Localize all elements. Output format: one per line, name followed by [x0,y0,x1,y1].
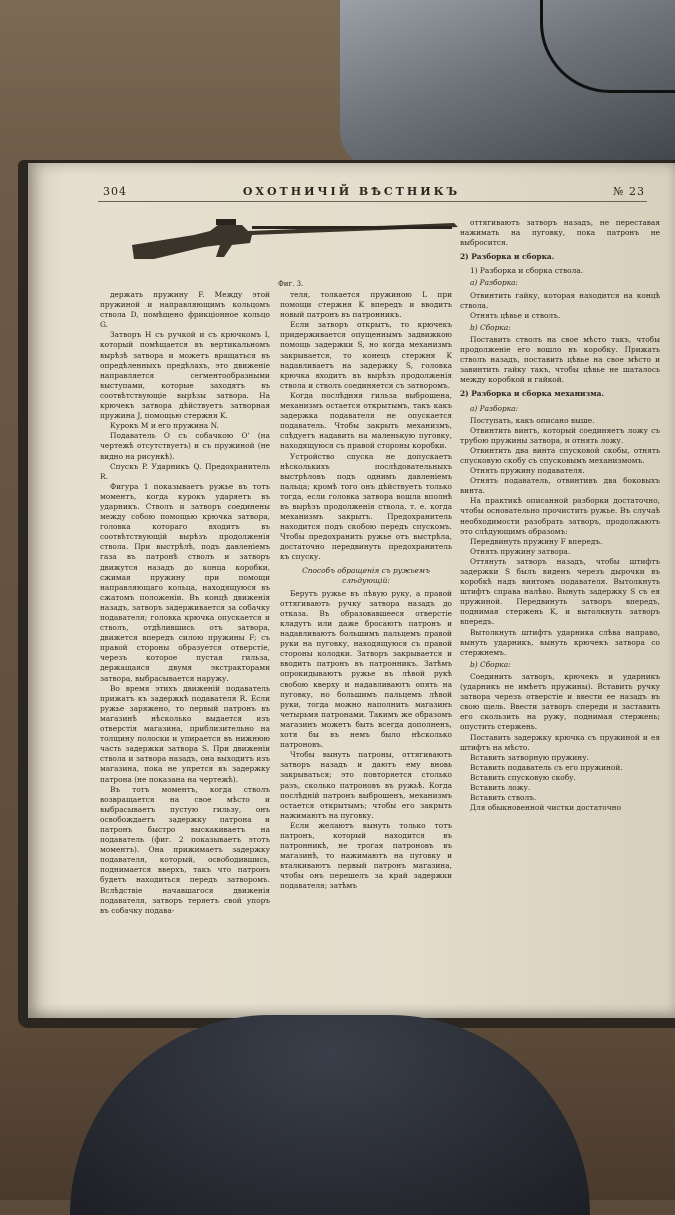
list-item: Отнять подаватель, отвинтивъ два боковыхъ винта. [460,476,660,496]
list-item: Вставить стволъ. [470,793,537,803]
list-item: Оттянуть затворъ назадъ, чтобы штифтъ задержки S былъ виденъ черезъ дырочки въ коробкѣ надъ винтомъ подавателя. Вытолкнуть штифтъ справа налѣво. Вынуть задержку S съ ея пружиной. Передвинуть затворъ впередъ, поднимая стержень K, и вытолкнуть затворъ впередъ. [460,556,660,627]
column-middle [280,290,452,1015]
paragraph: Если затворъ открытъ, то крючекъ придерживается опущеннымъ задвижкою помощь задержки S, но когда механизмъ закрывается, то конецъ стержня K надавливаетъ на задержку S, головка крючка входитъ въ вырѣзъ продолженія ствола и стволъ соединяется съ затворомъ. [280,320,452,390]
list-item: Вставить затворную пружину. [470,752,589,762]
paragraph: держать пружину F. Между этой пружиной и направляющимъ кольцомъ ствола D, помѣщено фрикціонное кольцо G. [100,290,270,330]
section-heading: 2) Разборка и сборка механизма. [460,389,604,399]
paragraph: оттягиваютъ затворъ назадъ, не переставая нажимать на пуговку, пока патронъ не выбросится. [460,218,660,248]
paragraph: Курокъ M и его пружина N. [110,421,219,431]
list-item: Отнять цѣвье и стволъ. [470,310,561,320]
list-item: На практикѣ описанной разборки достаточно, чтобы основательно прочистить ружье. Въ случаѣ необходимости разобрать затворъ, продолжаютъ это слѣдующимъ образомъ: [460,496,660,536]
book-page [28,163,675,1018]
paragraph: Затворъ H съ ручкой и съ крючкомъ I, который помѣщается въ вертикальномъ вырѣзѣ затвора и можетъ вращаться въ опредѣленныхъ предѣлахъ, это движеніе направляется сегментообразными выступами, которые заходятъ въ соотвѣтствующіе вырѣзы затвора. На крючекъ затвора дѣйствуетъ затворная пружина J, помощью стержня K. [100,330,270,421]
list-item: Поступать, какъ описано выше. [470,415,595,425]
subheading: b) Сборка: [470,659,511,669]
list-item: Отвинтить два винта спусковой скобы, отнять спусковую скобу съ спусковымъ механизмомъ. [460,445,660,465]
paragraph: Когда послѣдняя гильза выброшена, механизмъ остается открытымъ, такъ какъ задержка подавателя не опускается подаватель. Чтобы закрыть механизмъ, слѣдуетъ надавить на маленькую пуговку, находящуюся съ правой стороны коробки. [280,390,452,451]
list-item: Отнять пружину подавателя. [470,466,585,476]
list-item: 1) Разборка и сборка ствола. [470,266,584,276]
header-rule [98,201,647,202]
list-item: Соединить затворъ, крючекъ и ударникъ (ударникъ не имѣетъ пружины). Вставить ручку затвора черезъ отверстіе и ввести ее назадъ въ свою щель. Ввести затворъ спереди и заставить его скользить на ружу, поднимая стержень; опустить стержень. [460,671,660,732]
subheading: а) Разборка: [470,403,519,413]
paragraph: Берутъ ружье въ лѣвую руку, а правой оттягиваютъ ручку затвора назадъ до отказа. Въ образовавшееся отверстіе кладутъ или даже бросаютъ патронъ и надавливаютъ большимъ пальцемъ правой руки на пуговку, находящуюся съ правой стороны колодки. Затворъ закрывается и вводитъ патронъ въ патронникъ. Затѣмъ опрокидываютъ ружье въ лѣвой рукѣ свобою кверху и надавливаютъ опять на пуговку, но большимъ пальцемъ лѣвой руки, тогда можно наполнить магазинъ четырьмя патронами. Такимъ же образомъ магазинъ можетъ быть всегда дополненъ, хотя бы въ немъ было нѣсколько патроновъ. [280,588,452,750]
page-title: ОХОТНИЧІЙ ВѢСТНИКЪ [242,185,461,198]
paragraph: Спускъ P. Ударникъ Q. Предохранитель R. [100,461,270,481]
paragraph: Въ тотъ моментъ, когда стволъ возвращается на свое мѣсто и выбрасываетъ пустую гильзу, онъ освобождаетъ задержку патрона и патронъ быстро выскакиваетъ на подаватель (фиг. 2 показываетъ этотъ моментъ). Она прижимаетъ задержку подавателя, который, освободившись, поднимается вверхъ, такъ что патронъ будетъ находиться передъ затворомъ. Вслѣдствіе начавшагося движенія подавателя, затворъ теряетъ свой упоръ въ собачку подава- [100,784,270,915]
column-left [100,290,270,1015]
paragraph: Фигура 1 показываетъ ружье въ тотъ моментъ, когда курокъ ударяетъ въ ударникъ. Стволъ и затворъ соединены между собою помощью крючка затвора, головка котораго входитъ въ соотвѣтствующій вырѣзъ продолженія ствола. При выстрѣлѣ, подъ давленіемъ газа въ патронѣ стволъ и затворъ движутся назадъ до конца коробки, сжимая пружину при помощи направляющаго кольца, находящуюся въ сжатомъ положеніи. Въ концѣ движенія назадъ, затворъ задерживается за собачку подавателя; головка крючка опускается и стволъ, отдѣлившись отъ затвора, движется впередъ силою пружины F; съ правой стороны образуется отверстіе, черезъ которое пустая гильза, держащаяся двумя экстракторами затвора, выбрасывается наружу. [100,481,270,683]
paragraph: Устройство спуска не допускаетъ нѣсколькихъ послѣдовательныхъ выстрѣловъ подъ однимъ давленіемъ пальца; кромѣ того онъ дѣйствуетъ только тогда, если головка затвора вошла вполнѣ въ вырѣзъ продолженія ствола, т. е. когда механизмъ закрытъ. Предохранитель находится подъ скобою передъ спускомъ. Чтобы предохранить ружье отъ выстрѣла, достаточно передвинуть предохранитель къ спуску. [280,451,452,562]
figure-caption: Фиг. 3. [278,280,304,288]
subheading: а) Разборка: [470,278,519,288]
section-heading: Способъ обращенія съ ружьемъ слѣдующій: [302,565,430,585]
section-heading: 2) Разборка и сборка. [460,252,555,262]
paragraph: Подаватель O съ собачкою O' (на чертежѣ отсутствуетъ) и съ пружиной (не видно на рисункѣ). [100,431,270,461]
rifle-illustration [124,205,464,263]
paragraph: Если желаютъ вынуть только тотъ патронъ, который находится въ патронникѣ, не трогая патроновъ въ магазинѣ, то нажимаютъ на пуговку и вталкиваютъ первый патронъ магазина, чтобы онъ перешелъ за край задержки подавателя; затѣмъ [280,820,452,891]
list-item: Поставить задержку крючка съ пружиной и ея штифтъ на мѣсто. [460,732,660,752]
paragraph: Во время этихъ движеній подаватель прижатъ къ задержкѣ подавателя R. Если ружье заряжено, то первый патронъ въ магазинѣ нѣсколько выдается изъ отверстія магазина, приблизительно на толщину полоски и упирается въ нижнюю часть задержки затвора S. При движеніи ствола и затвора назадъ, она выходитъ изъ магазина, пока не упрется въ задержку патрона (не показана на чертежѣ). [100,683,270,784]
page-number: 304 [103,185,127,198]
list-item: Отвинтить винтъ, который соединяетъ ложу съ трубою пружины затвора, и отнять ложу. [460,425,660,445]
paragraph: теля, толкается пружиною L при помощи стержня K впередъ и вводитъ новый патронъ въ патронникъ. [280,290,452,320]
column-right [460,218,660,1013]
list-item: Отвинтить гайку, которая находится на концѣ ствола. [460,290,660,310]
paragraph: Чтобы вынуть патроны, оттягиваютъ затворъ назадъ и даютъ ему вновь закрываться; это повторяется столько разъ, сколько патроновъ въ ружьѣ. Когда послѣдній патронъ выброшенъ, механизмъ остается открытымъ; чтобы его закрыть нажимаютъ на пуговку. [280,750,452,820]
list-item: Вставить подаватель съ его пружиной. [470,762,623,772]
list-item: Передвинуть пружину F впередъ. [470,536,603,546]
list-item: Вставить спусковую скобу. [470,772,576,782]
list-item: Поставить стволъ на свое мѣсто такъ, чтобы продолженіе его вошло въ коробку. Прижать стволъ назадъ, поставить цѣвье на свое мѣсто и завинтить гайку такъ, чтобы цѣвье не шаталось между коробкой и гайкой. [460,334,660,385]
subheading: b) Сборка: [470,322,511,332]
list-item: Вставить ложу. [470,782,531,792]
list-item: Вытолкнуть штифтъ ударника слѣва направо, вынуть ударникъ, вынуть крючекъ затвора со стержнемъ. [460,627,660,657]
list-item: Отнять пружину затвора. [470,546,571,556]
list-item: Для обыкновенной чистки достаточно [470,803,621,813]
issue-number: № 23 [613,185,645,198]
